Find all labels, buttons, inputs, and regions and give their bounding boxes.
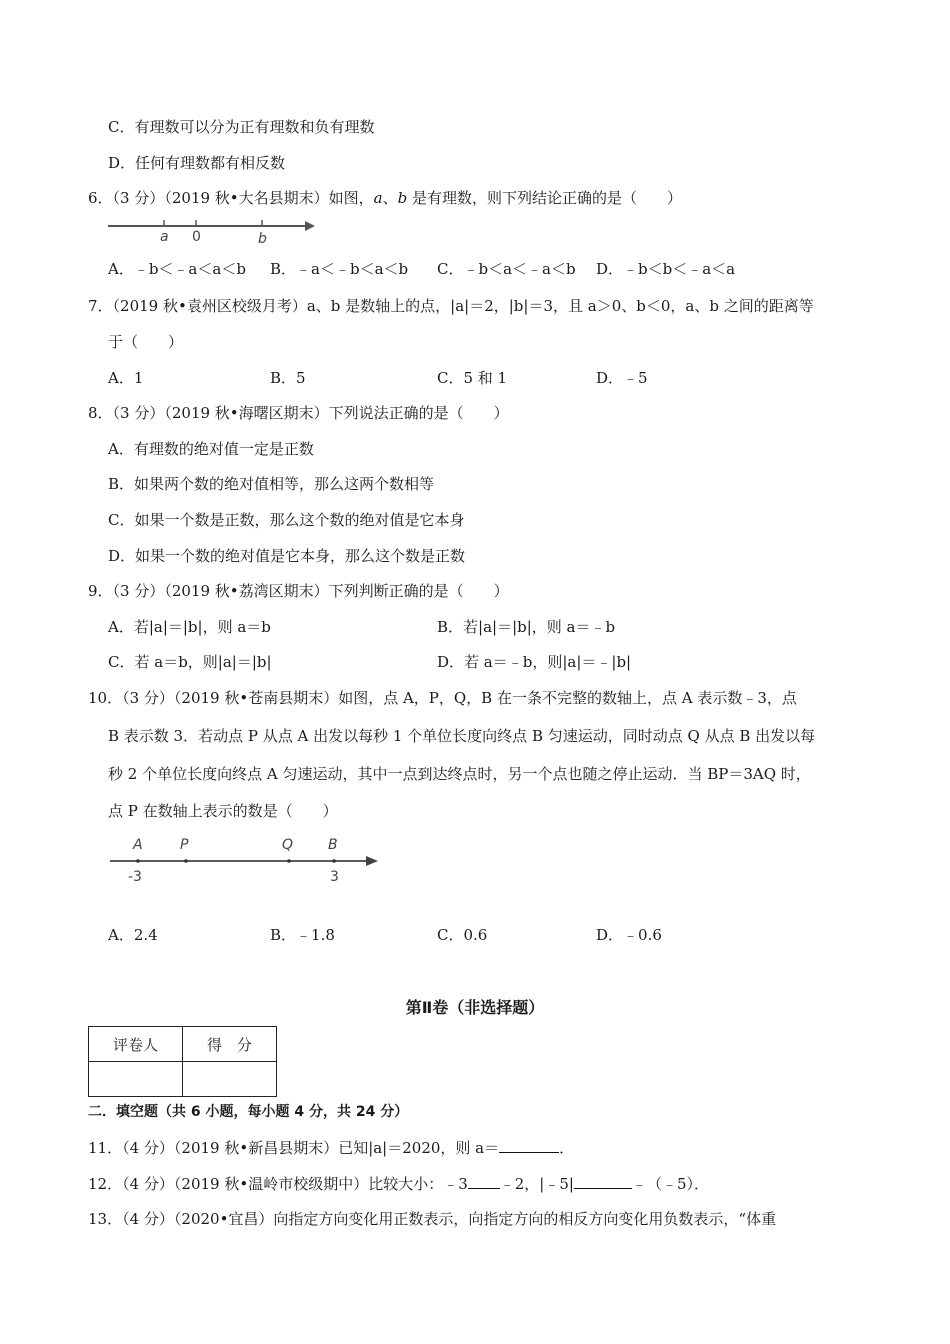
q6-option-d: D．﹣b＜b＜﹣a＜a xyxy=(596,260,736,278)
q6-text2: 是有理数，则下列结论正确的是（ ） xyxy=(412,189,683,207)
q9-option-b: B．若|a|＝|b|，则 a＝﹣b xyxy=(437,618,616,636)
q7-option-b: B．5 xyxy=(270,369,306,387)
q9-option-a: A．若|a|＝|b|，则 a＝b xyxy=(108,618,271,636)
q6-label-a: a xyxy=(160,229,169,245)
fill-blank-heading: 二．填空题（共 6 小题，每小题 4 分，共 24 分） xyxy=(88,1104,409,1120)
q10-point-b xyxy=(332,859,336,863)
q10-option-b: B．﹣1.8 xyxy=(270,926,335,944)
q9-option-d: D．若 a＝﹣b，则|a|＝﹣|b| xyxy=(437,653,632,671)
q12-stem xyxy=(88,1174,709,1194)
q11-stem xyxy=(88,1138,574,1158)
q5-option-d: D．任何有理数都有相反数 xyxy=(108,154,286,172)
q10-stem-line3: 秒 2 个单位长度向终点 A 匀速运动，其中一点到达终点时，另一个点也随之停止运动．当 BP＝3AQ 时， xyxy=(108,765,811,783)
q10-stem-line4: 点 P 在数轴上表示的数是（ ） xyxy=(108,802,338,820)
q12-answer-blank-2[interactable] xyxy=(574,1174,632,1189)
q11-tail: ． xyxy=(559,1139,575,1157)
q6-source: （2019 秋•大名县期末） xyxy=(164,189,329,207)
q6-stem: 6．（3 分）（2019 秋•大名县期末）如图，a、b 是有理数，则下列结论正确的是（ ） xyxy=(88,189,683,207)
q5-option-c: C．有理数可以分为正有理数和负有理数 xyxy=(108,118,375,136)
q6-option-b: B．﹣a＜﹣b＜a＜b xyxy=(270,260,409,278)
q10-point-a xyxy=(136,859,140,863)
q9-option-c: C．若 a＝b，则|a|＝|b| xyxy=(108,653,272,671)
q7-stem-line2: 于（ ） xyxy=(108,333,184,351)
q6-label-0: 0 xyxy=(192,229,201,245)
q6-option-a: A．﹣b＜﹣a＜a＜b xyxy=(108,260,246,278)
q10-option-d: D．﹣0.6 xyxy=(596,926,662,944)
q10-point-q xyxy=(287,859,291,863)
q10-value-a: -3 xyxy=(128,869,142,885)
q6-text1: 如图， xyxy=(328,189,374,207)
q10-stem-line1: 10．（3 分）（2019 秋•苍南县期末）如图，点 A，P，Q，B 在一条不完整的数轴上，点 A 表示数﹣3，点 xyxy=(88,689,797,707)
q10-value-b: 3 xyxy=(330,869,339,885)
section-title: 第Ⅱ卷（非选择题） xyxy=(405,998,545,1017)
q6-option-c: C．﹣b＜a＜﹣a＜b xyxy=(437,260,576,278)
score-table-cell-grader[interactable] xyxy=(89,1062,183,1097)
q8-option-d: D．如果一个数的绝对值是它本身，那么这个数是正数 xyxy=(108,547,466,565)
score-table-cell-score[interactable] xyxy=(183,1062,277,1097)
q7-option-d: D．﹣5 xyxy=(596,369,648,387)
q10-option-c: C．0.6 xyxy=(437,926,488,944)
q10-arrow xyxy=(366,856,378,866)
q7-stem-line1: 7．（2019 秋•袁州区校级月考）a、b 是数轴上的点，|a|＝2，|b|＝3，且 a＞0、b＜0，a、b 之间的距离等 xyxy=(88,297,814,315)
q8-option-b: B．如果两个数的绝对值相等，那么这两个数相等 xyxy=(108,475,435,493)
q8-stem: 8．（3 分）（2019 秋•海曙区期末）下列说法正确的是（ ） xyxy=(88,404,509,422)
q10-option-a: A．2.4 xyxy=(108,926,158,944)
q10-label-b: B xyxy=(328,837,338,853)
q6-score: （3 分） xyxy=(112,189,165,207)
q12-tail: ﹣（﹣5）． xyxy=(631,1175,709,1193)
q10-label-a: A xyxy=(133,837,143,853)
score-table-header-grader: 评卷人 xyxy=(89,1027,183,1062)
q10-point-p xyxy=(184,859,188,863)
q6-label-b: b xyxy=(258,231,267,247)
score-table xyxy=(88,1026,277,1097)
q12-mid: ﹣2，|﹣5| xyxy=(499,1175,574,1193)
q12-answer-blank-1[interactable] xyxy=(468,1174,500,1189)
q10-label-p: P xyxy=(180,837,189,853)
q8-option-a: A．有理数的绝对值一定是正数 xyxy=(108,440,314,458)
q13-stem: 13．（4 分）（2020•宜昌）向指定方向变化用正数表示，向指定方向的相反方向变化用负数表示，“体重 xyxy=(88,1210,777,1228)
q12-text: 12．（4 分）（2019 秋•温岭市校级期中）比较大小：﹣3 xyxy=(88,1175,468,1193)
q7-option-a: A．1 xyxy=(108,369,144,387)
q11-text: 11．（4 分）（2019 秋•新昌县期末）已知|a|＝2020，则 a＝ xyxy=(88,1139,500,1157)
score-table-header-score: 得 分 xyxy=(183,1027,277,1062)
q10-stem-line2: B 表示数 3．若动点 P 从点 A 出发以每秒 1 个单位长度向终点 B 匀速运动，同时动点 Q 从点 B 出发以每 xyxy=(108,727,816,745)
q7-option-c: C．5 和 1 xyxy=(437,369,508,387)
q10-label-q: Q xyxy=(282,837,294,853)
q9-stem: 9．（3 分）（2019 秋•荔湾区期末）下列判断正确的是（ ） xyxy=(88,582,509,600)
q11-answer-blank[interactable] xyxy=(499,1138,559,1153)
q6-number: 6． xyxy=(88,189,113,207)
q8-option-c: C．如果一个数是正数，那么这个数的绝对值是它本身 xyxy=(108,511,465,529)
